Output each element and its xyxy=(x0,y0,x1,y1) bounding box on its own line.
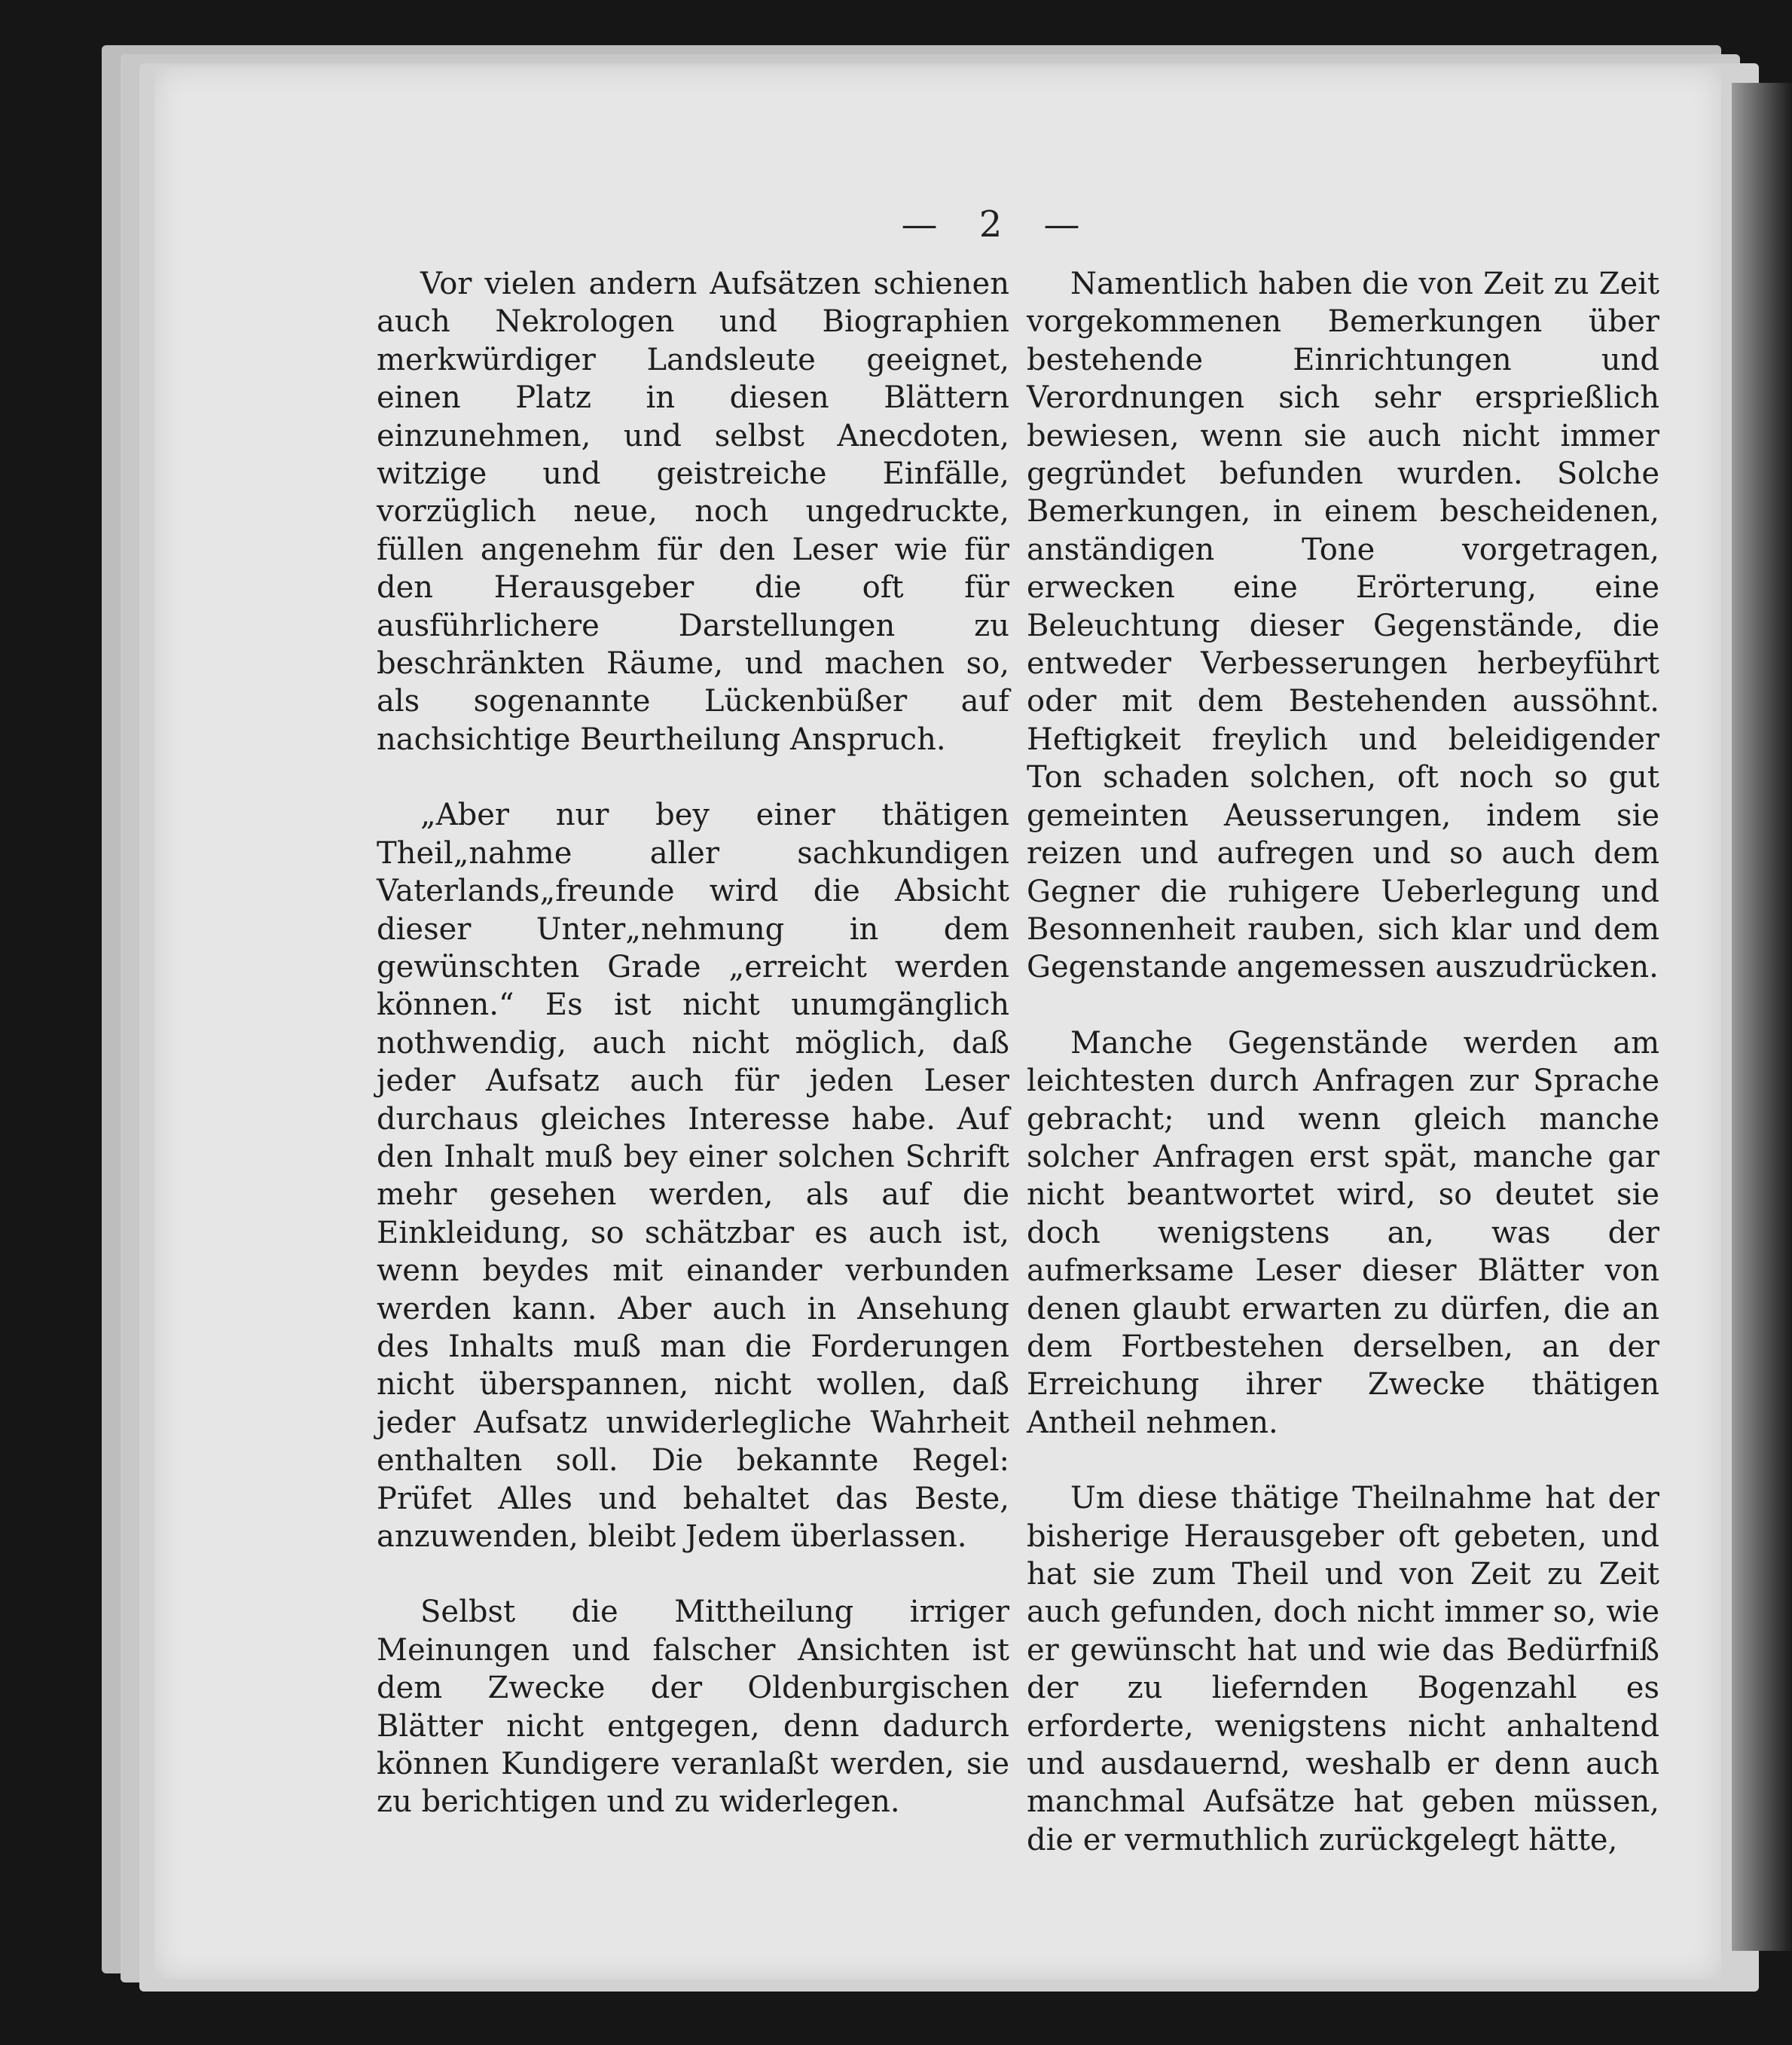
left-column xyxy=(377,265,1009,1821)
paragraph: Vor vielen andern Aufsätzen schienen auch Nekrologen und Biographien merkwürdiger Landsleute geeignet, einen Platz in diesen Blättern einzunehmen, und selbst Anecdoten, witzige und geistreiche Einfälle, vorzüglich neue, noch ungedruckte, füllen angenehm für den Leser wie für den Herausgeber die oft für ausführlichere Darstellungen zu beschränkten Räume, und machen so, als sogenannte Lückenbüßer auf nachsichtige Beurtheilung Anspruch. xyxy=(377,267,1009,757)
page-number: — 2 — xyxy=(901,203,1095,246)
book-gutter-shadow xyxy=(1732,83,1792,1951)
right-column xyxy=(1027,265,1659,1859)
paragraph: „Aber nur bey einer thätigen Theil„nahme aller sachkundigen Vaterlands„freunde wird die Absicht dieser Unter„nehmung in dem gewünschten Grade „erreicht werden können.“ Es ist nicht unumgänglich nothwendig, auch nicht möglich, daß jeder Aufsatz auch für jeden Leser durchaus gleiches Interesse habe. Auf den Inhalt muß bey einer solchen Schrift mehr gesehen werden, als auf die Einkleidung, so schätzbar es auch ist, wenn beydes mit einander verbunden werden kann. Aber auch in Ansehung des Inhalts muß man die Forderungen nicht überspannen, nicht wollen, daß jeder Aufsatz unwiderlegliche Wahrheit enthalten soll. Die bekannte Regel: Prüfet Alles und behaltet das Beste, anzuwenden, bleibt Jedem überlassen. xyxy=(377,798,1009,1554)
paragraph: Namentlich haben die von Zeit zu Zeit vorgekommenen Bemerkungen über bestehende Einrichtungen und Verordnungen sich sehr ersprießlich bewiesen, wenn sie auch nicht immer gegründet befunden wurden. Solche Bemerkungen, in einem bescheidenen, anständigen Tone vorgetragen, erwecken eine Erörterung, eine Beleuchtung dieser Gegenstände, die entweder Verbesserungen herbeyführt oder mit dem Bestehenden aussöhnt. Heftigkeit freylich und beleidigender Ton schaden solchen, oft noch so gut gemeinten Aeusserungen, indem sie reizen und aufregen und so auch dem Gegner die ruhigere Ueberlegung und Besonnenheit rauben, sich klar und dem Gegenstande angemessen auszudrücken. xyxy=(1027,267,1659,985)
paragraph: Manche Gegenstände werden am leichtesten durch Anfragen zur Sprache gebracht; und wenn gleich manche solcher Anfragen erst spät, manche gar nicht beantwortet wird, so deutet sie doch wenigstens an, was der aufmerksame Leser dieser Blätter von denen glaubt erwarten zu dürfen, die an dem Fortbestehen derselben, an der Erreichung ihrer Zwecke thätigen Antheil nehmen. xyxy=(1027,1025,1659,1440)
paragraph: Selbst die Mittheilung irriger Meinungen und falscher Ansichten ist dem Zwecke der Oldenburgischen Blätter nicht entgegen, denn dadurch können Kundigere veranlaßt werden, sie zu berichtigen und zu widerlegen. xyxy=(377,1595,1009,1820)
paragraph: Um diese thätige Theilnahme hat der bisherige Herausgeber oft gebeten, und hat sie zum Theil und von Zeit zu Zeit auch gefunden, doch nicht immer so, wie er gewünscht hat und wie das Bedürfniß der zu liefernden Bogenzahl es erforderte, wenigstens nicht anhaltend und ausdauernd, weshalb er denn auch manchmal Aufsätze hat geben müssen, die er vermuthlich zurückgelegt hätte, xyxy=(1027,1481,1659,1857)
